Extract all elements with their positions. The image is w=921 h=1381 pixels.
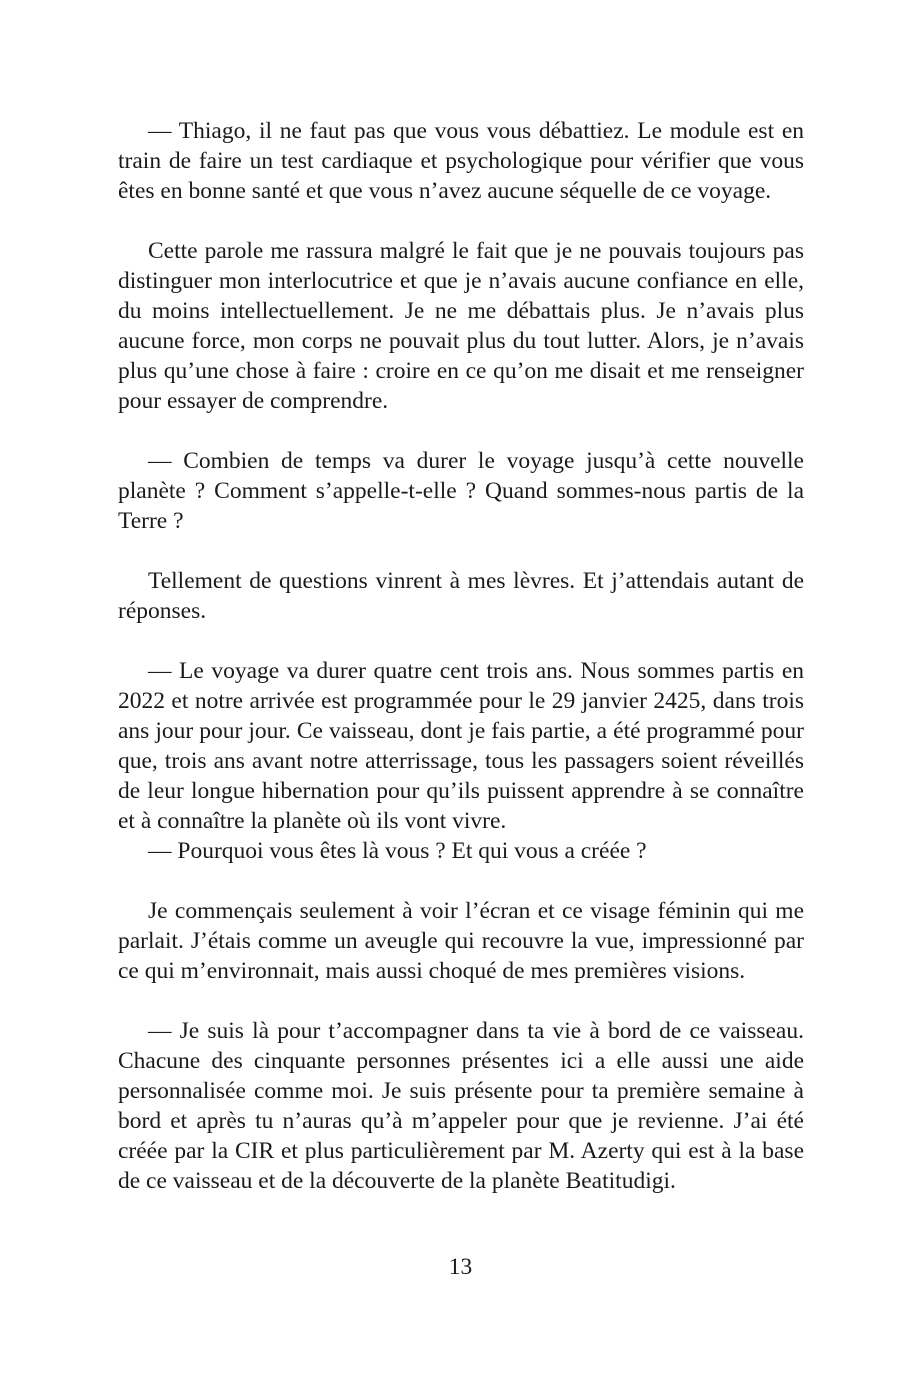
- body-text: [118, 116, 804, 1196]
- paragraph-narration-screen: Je commençais seulement à voir l’écran et ce visage féminin qui me parlait. J’étais comme un aveugle qui recouvre la vue, impressionné par ce qui m’environnait, mais aussi choqué de mes premières visions.: [118, 898, 804, 984]
- paragraph-narration-reassured: Cette parole me rassura malgré le fait que je ne pouvais toujours pas distinguer mon interlocutrice et que je n’avais aucune confiance en elle, du moins intellectuellement. Je ne me débattais plus. Je n’avais plus aucune force, mon corps ne pouvait plus du tout lutter. Alors, je n’avais plus qu’une chose à faire : croire en ce qu’on me disait et me renseigner pour essayer de comprendre.: [118, 238, 804, 414]
- paragraph-narration-questions: Tellement de questions vinrent à mes lèvres. Et j’attendais autant de réponses.: [118, 568, 804, 624]
- page-number: 13: [448, 1254, 473, 1280]
- paragraph-dialogue-who-are-you: — Pourquoi vous êtes là vous ? Et qui vous a créée ?: [148, 838, 647, 864]
- paragraph-dialogue-assistant: — Je suis là pour t’accompagner dans ta vie à bord de ce vaisseau. Chacune des cinquante personnes présentes ici a elle aussi une aide personnalisée comme moi. Je suis présente pour ta première semaine à bord et après tu n’auras qu’à m’appeler pour que je revienne. J’ai été créée par la CIR et plus particulièrement par M. Azerty qui est à la base de ce vaisseau et de la découverte de la planète Beatitudigi.: [118, 1018, 804, 1194]
- paragraph-dialogue-module-test: — Thiago, il ne faut pas que vous vous débattiez. Le module est en train de faire un test cardiaque et psychologique pour vérifier que vous êtes en bonne santé et que vous n’avez aucune séquelle de ce voyage.: [118, 118, 804, 204]
- paragraph-dialogue-questions: — Combien de temps va durer le voyage jusqu’à cette nouvelle planète ? Comment s’appelle-t-elle ? Quand sommes-nous partis de la Terre ?: [118, 448, 804, 534]
- paragraph-dialogue-voyage-duration: — Le voyage va durer quatre cent trois ans. Nous sommes partis en 2022 et notre arrivée est programmée pour le 29 janvier 2425, dans trois ans jour pour jour. Ce vaisseau, dont je fais partie, a été programmé pour que, trois ans avant notre atterrissage, tous les passagers soient réveillés de leur longue hibernation pour qu’ils puissent apprendre à se connaître et à connaître la planète où ils vont vivre.: [118, 658, 804, 834]
